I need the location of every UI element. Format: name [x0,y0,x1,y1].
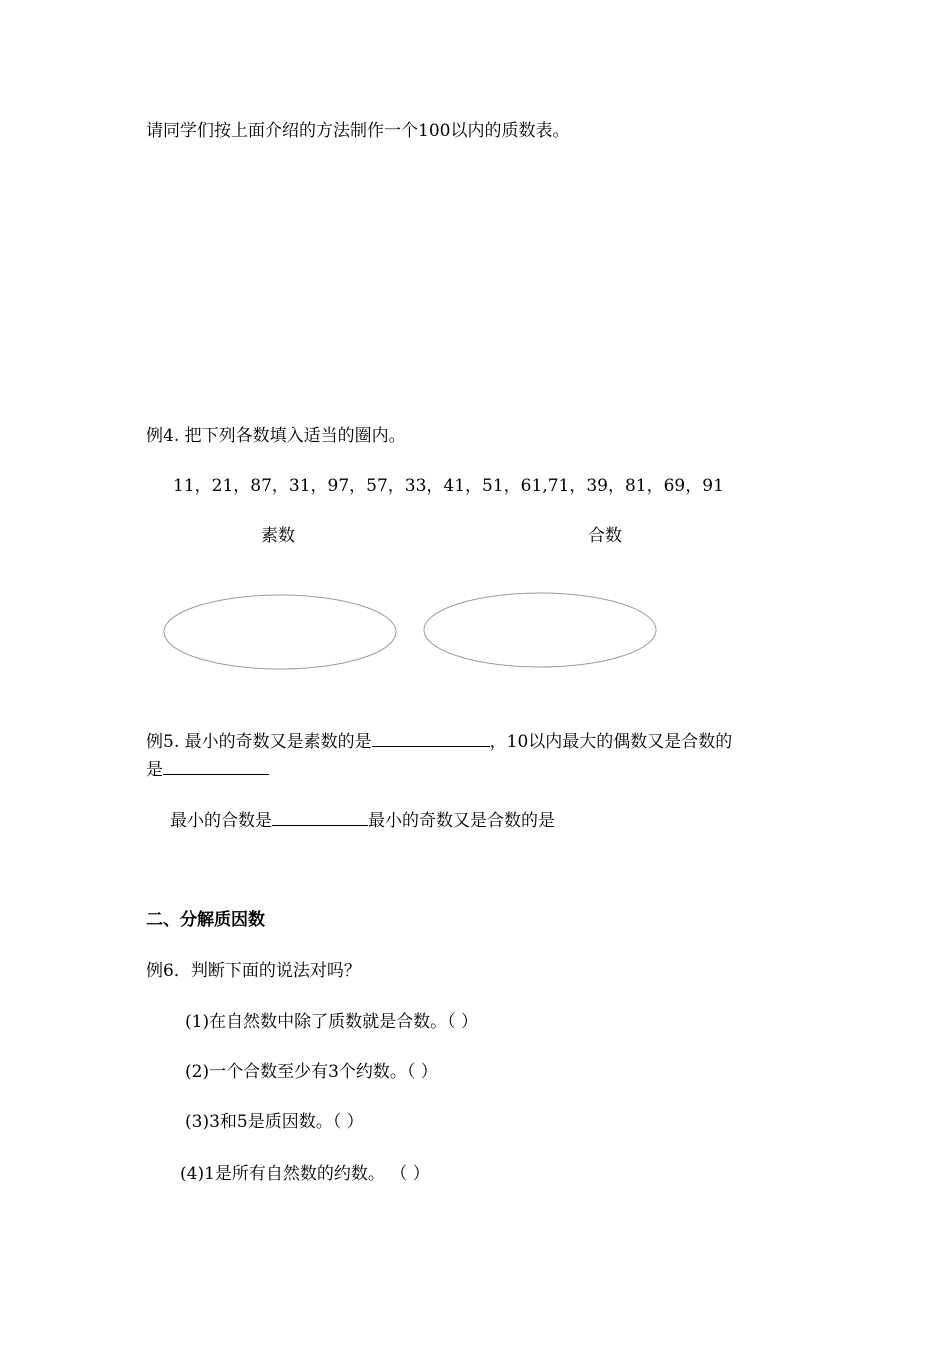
example5-line1-prefix: 例5. 最小的奇数又是素数的是 [146,732,372,752]
example5-line1 [146,728,732,754]
prime-circle[interactable] [164,595,396,669]
answer-blank-1[interactable] [372,728,490,747]
example5-line1-suffix: ，10以内最大的偶数又是合数的 [489,732,733,752]
composite-circle[interactable] [424,593,656,667]
example5-line2 [146,756,269,782]
section2-heading: 二、分解质因数 [146,910,265,930]
example4-title: 例4. 把下列各数填入适当的圈内。 [146,426,406,446]
example6-item-4: (4)1是所有自然数的约数。 （ ） [180,1164,430,1184]
intro-text: 请同学们按上面介绍的方法制作一个100以内的质数表。 [146,121,570,141]
example5-line3-suffix: 最小的奇数又是合数的是 [368,811,555,831]
example5-line2-prefix: 是 [146,760,163,780]
answer-blank-3[interactable] [272,807,368,826]
example6-item-3: (3)3和5是质因数。（ ） [185,1112,364,1132]
example5-line3 [170,807,555,833]
prime-label: 素数 [261,526,295,546]
example4-numbers: 11，21，87，31，97，57，33，41，51，61,71，39，81，69，91 [173,476,724,496]
example6-item-1: (1)在自然数中除了质数就是合数。（ ） [185,1012,478,1032]
example5-line3-prefix: 最小的合数是 [170,811,272,831]
composite-label: 合数 [588,526,622,546]
example6-title: 例6．判断下面的说法对吗？ [146,961,361,981]
answer-blank-2[interactable] [163,756,269,775]
example6-item-2: (2)一个合数至少有3个约数。（ ） [185,1062,438,1082]
